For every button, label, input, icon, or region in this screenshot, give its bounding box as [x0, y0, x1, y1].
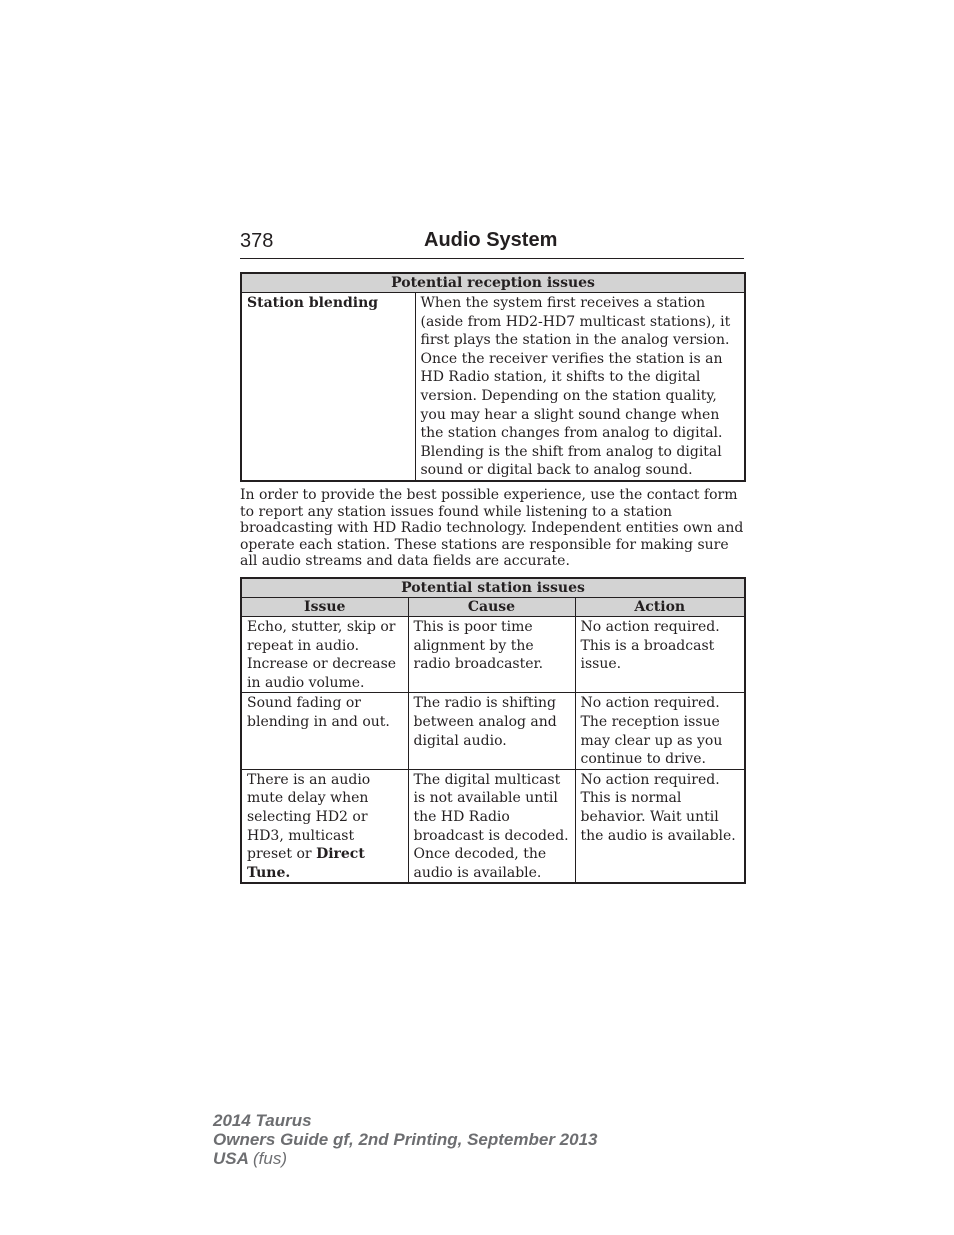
- column-header-action: Action: [575, 598, 745, 617]
- footer-printing: Owners Guide gf, 2nd Printing, September 2013: [213, 1130, 598, 1149]
- footer-model: 2014 Taurus: [213, 1111, 312, 1130]
- table-row: [241, 693, 745, 769]
- footer-region-code: (fus): [253, 1149, 287, 1168]
- table-row: [241, 293, 745, 481]
- row-description: When the system first receives a station (aside from HD2-HD7 multicast stations), it first plays the station in the analog version. Once the receiver verifies the station is an HD Radio station, it shifts to the digital version. Depending on the station quality, you may hear a slight sound change when the station changes from analog to digital. Blending is the shift from analog to digital sound or digital back to analog sound.: [415, 293, 745, 481]
- station-issues-table: [240, 577, 746, 884]
- cause-cell: This is poor time alignment by the radio broadcaster.: [408, 617, 575, 693]
- issue-text: Echo, stutter, skip or repeat in audio. Increase or decrease in audio volume.: [247, 619, 397, 691]
- table-caption: Potential station issues: [241, 578, 745, 598]
- action-cell: No action required. This is a broadcast issue.: [575, 617, 745, 693]
- issue-text: Sound fading or blending in and out.: [247, 695, 390, 730]
- issue-cell: [241, 769, 408, 883]
- page-footer: [213, 1111, 597, 1168]
- column-header-cause: Cause: [408, 598, 575, 617]
- page-header: [240, 228, 744, 259]
- row-label: Station blending: [241, 293, 415, 481]
- page-number: 378: [240, 230, 274, 252]
- cause-cell: The digital multicast is not available until the HD Radio broadcast is decoded. Once decoded, the audio is available.: [408, 769, 575, 883]
- issue-text: There is an audio mute delay when selecting HD2 or HD3, multicast preset or: [247, 771, 371, 863]
- issue-bold-term: Direct Tune.: [247, 846, 365, 881]
- body-paragraph: In order to provide the best possible experience, use the contact form to report any station issues found while listening to a station broadcasting with HD Radio technology. Independent entities own and operate each station. These stations are responsible for making sure all audio streams and data fields are accurate.: [240, 487, 744, 570]
- table-row: [241, 769, 745, 883]
- reception-issues-table: [240, 272, 746, 482]
- cause-cell: The radio is shifting between analog and digital audio.: [408, 693, 575, 769]
- footer-region-main: USA: [213, 1149, 249, 1168]
- table-caption: Potential reception issues: [241, 273, 745, 293]
- action-cell: No action required. The reception issue may clear up as you continue to drive.: [575, 693, 745, 769]
- table-row: [241, 617, 745, 693]
- footer-region: [213, 1149, 597, 1168]
- column-header-issue: Issue: [241, 598, 408, 617]
- issue-cell: [241, 693, 408, 769]
- section-title: Audio System: [424, 229, 558, 251]
- action-cell: No action required. This is normal behavior. Wait until the audio is available.: [575, 769, 745, 883]
- issue-cell: [241, 617, 408, 693]
